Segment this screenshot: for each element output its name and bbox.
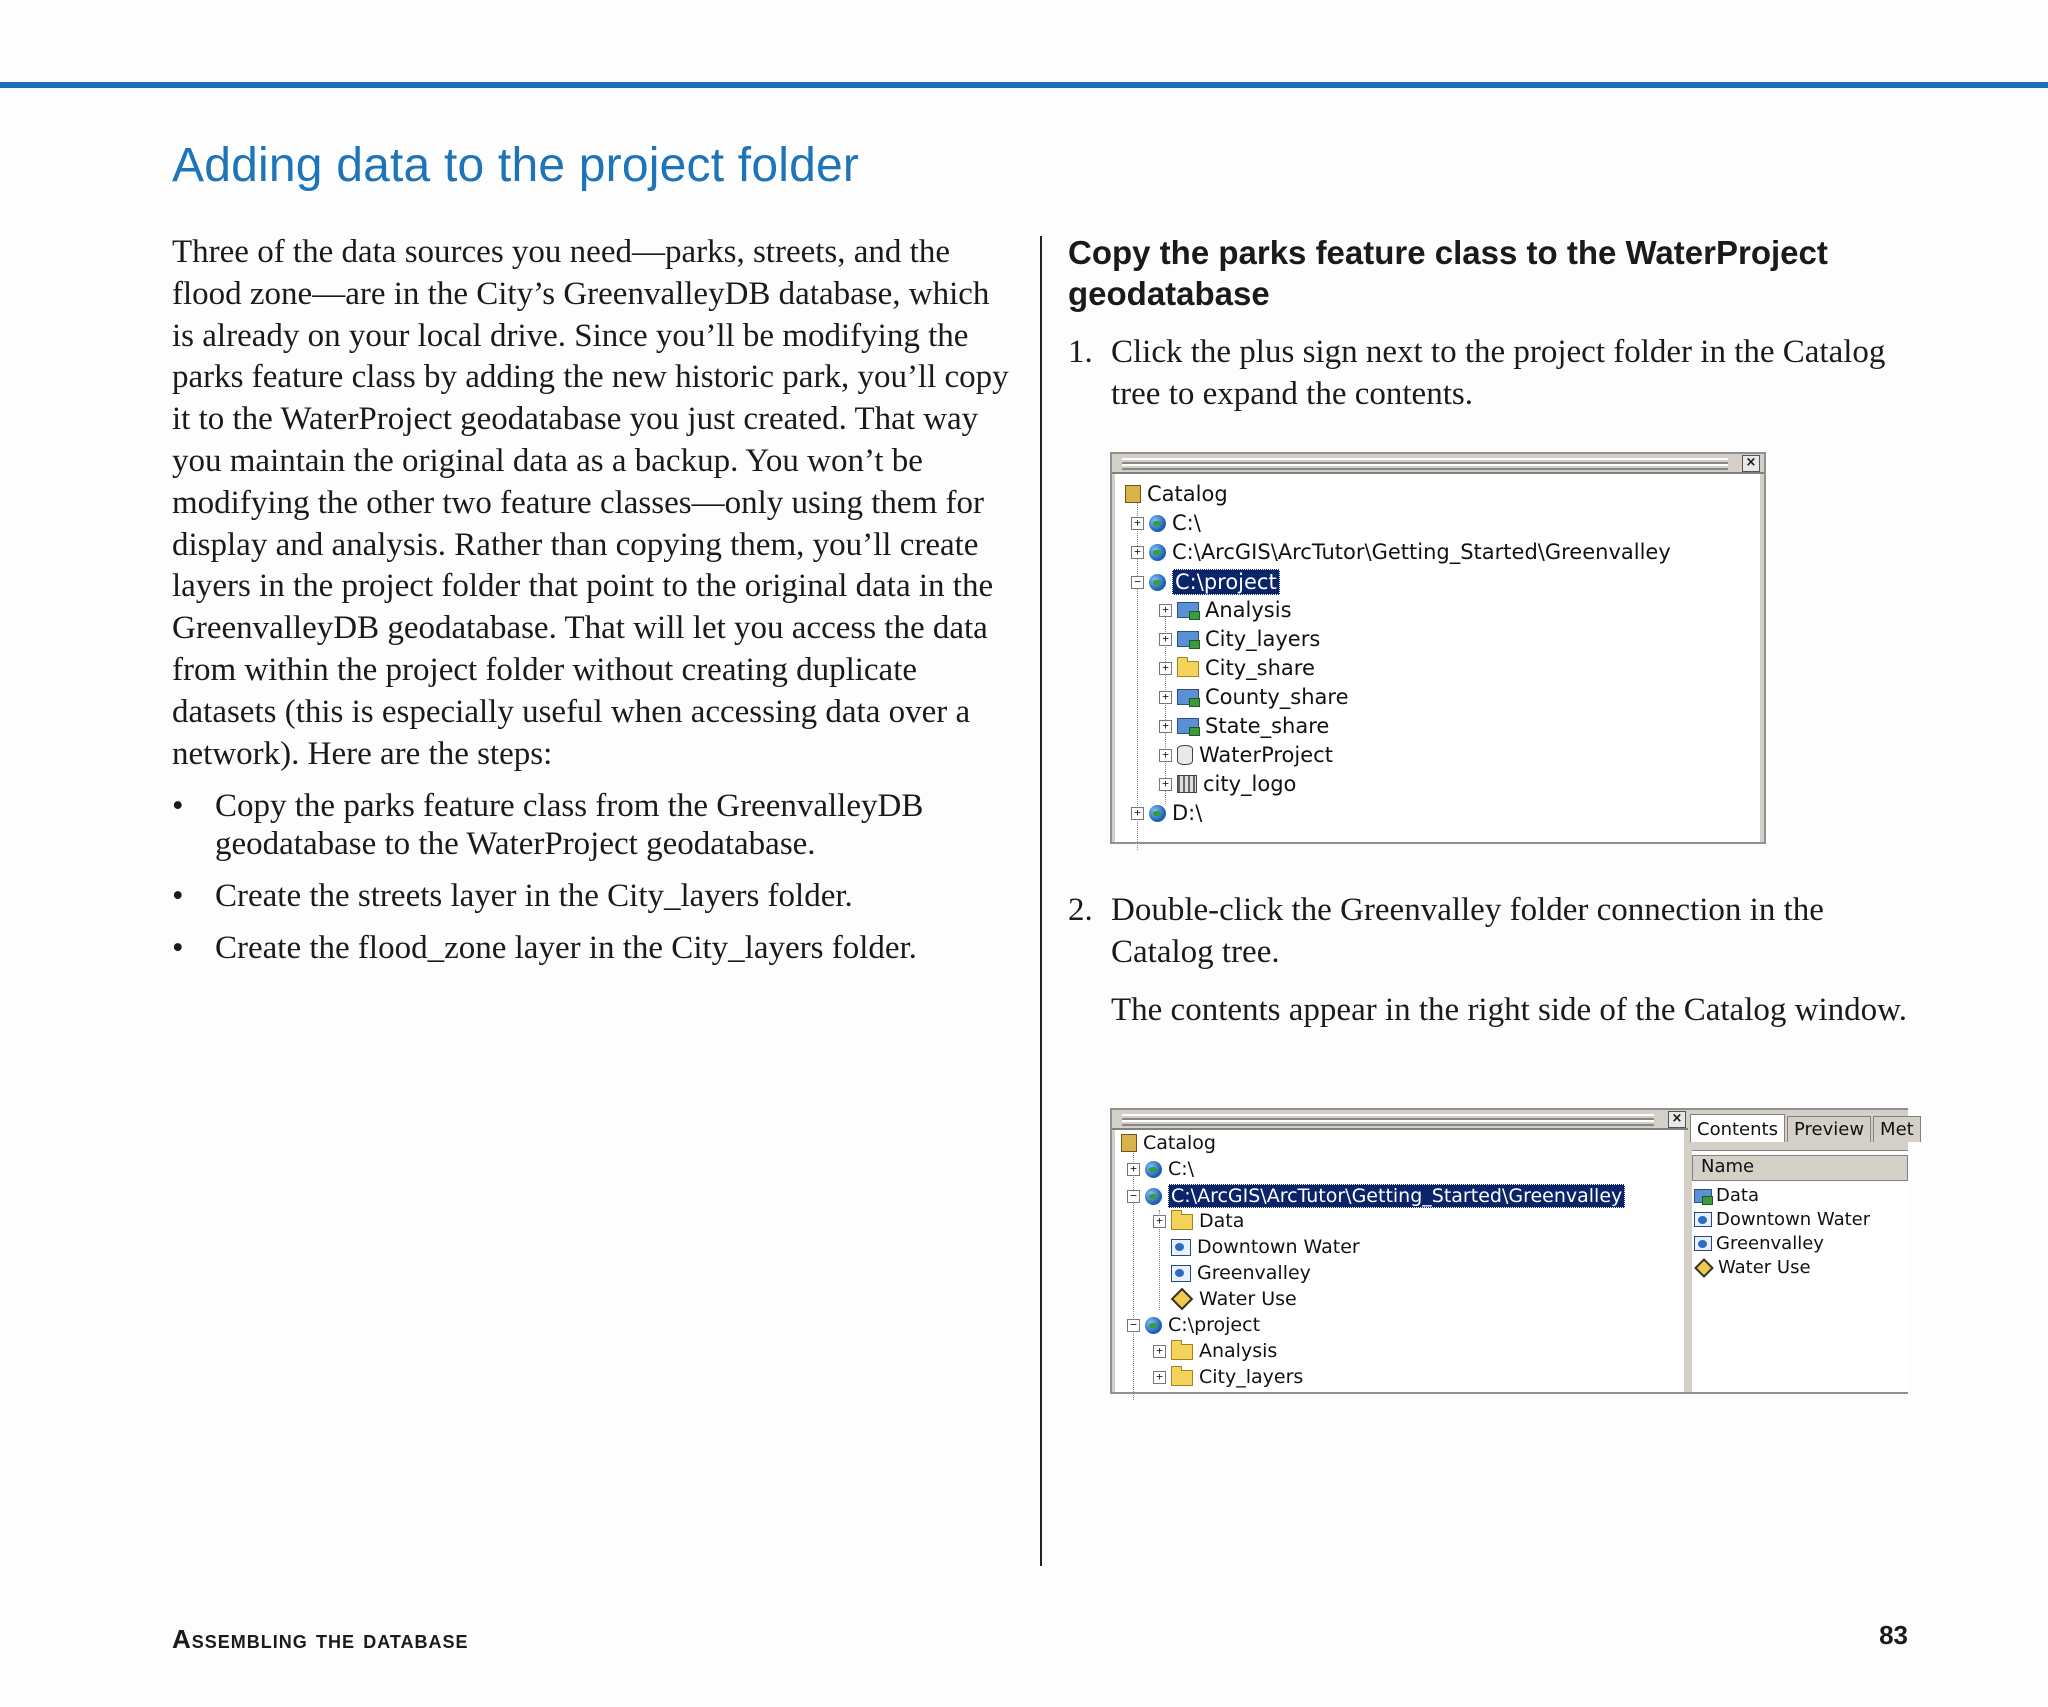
contents-pane — [1688, 1108, 1914, 1394]
tree-item-folder[interactable]: + City_layers — [1153, 1366, 1303, 1388]
map-document-icon — [1694, 1236, 1712, 1251]
list-item: • Copy the parks feature class from the GreenvalleyDB geodatabase to the WaterProject geodatabase. — [172, 788, 924, 863]
folder-connection-icon — [1145, 1161, 1162, 1178]
list-item[interactable]: Data — [1694, 1185, 1759, 1206]
folder-icon — [1171, 1214, 1193, 1230]
tree-item-layer-file[interactable]: Water Use — [1171, 1288, 1297, 1310]
expand-icon[interactable]: + — [1159, 749, 1172, 762]
expand-icon[interactable]: + — [1159, 778, 1172, 791]
catalog-icon — [1121, 1134, 1137, 1152]
tree-item-folder[interactable]: + City_share — [1159, 656, 1315, 680]
catalog-window-2 — [1110, 1108, 1692, 1394]
folder-connection-icon — [1149, 805, 1166, 822]
folder-connection-icon — [1149, 544, 1166, 561]
expand-icon[interactable]: + — [1131, 517, 1144, 530]
close-icon[interactable]: × — [1742, 455, 1760, 472]
step-2: 2. Double-click the Greenvalley folder connection in the Catalog tree. — [1068, 892, 1824, 970]
tree-item-folder-connection[interactable]: + C:\ArcGIS\ArcTutor\Getting_Started\Greenvalley — [1131, 540, 1671, 564]
layer-folder-icon — [1694, 1189, 1712, 1203]
layer-folder-icon — [1177, 689, 1199, 705]
tree-item-folder[interactable]: + Data — [1153, 1210, 1244, 1232]
expand-icon[interactable]: + — [1131, 546, 1144, 559]
tree-item-map-document[interactable]: Downtown Water — [1171, 1236, 1360, 1258]
expand-icon[interactable]: + — [1153, 1371, 1166, 1384]
window-titlebar[interactable] — [1112, 1110, 1690, 1130]
tab-preview[interactable]: Preview — [1787, 1116, 1871, 1142]
tree-item-project-selected[interactable]: − C:\project — [1131, 569, 1280, 595]
bullet-list — [172, 787, 1012, 967]
expand-icon[interactable]: + — [1159, 691, 1172, 704]
tree-item-catalog[interactable]: Catalog — [1121, 1132, 1216, 1154]
tree-item-drive[interactable]: + D:\ — [1131, 801, 1202, 825]
column-divider — [1040, 236, 1042, 1566]
tree-item-raster[interactable]: + city_logo — [1159, 772, 1296, 796]
tree-item-map-document[interactable]: Greenvalley — [1171, 1262, 1311, 1284]
catalog-window-1 — [1110, 452, 1766, 844]
folder-connection-icon — [1149, 574, 1166, 591]
tree-item-project[interactable]: − C:\project — [1127, 1314, 1260, 1336]
folder-connection-icon — [1145, 1317, 1162, 1334]
layer-folder-icon — [1177, 631, 1199, 647]
list-item[interactable]: Downtown Water — [1694, 1209, 1870, 1230]
left-column — [172, 232, 1012, 981]
expand-icon[interactable]: + — [1127, 1163, 1140, 1176]
folder-icon — [1171, 1370, 1193, 1386]
tab-strip — [1690, 1114, 1923, 1142]
tab-contents[interactable]: Contents — [1690, 1114, 1785, 1142]
layer-file-icon — [1171, 1288, 1194, 1311]
tree-item-catalog[interactable]: Catalog — [1125, 482, 1228, 506]
collapse-icon[interactable]: − — [1127, 1319, 1140, 1332]
right-column-lower — [1068, 890, 1908, 1031]
folder-icon — [1177, 661, 1199, 677]
folder-connection-icon — [1145, 1188, 1162, 1205]
tree-item-folder[interactable]: + City_layers — [1159, 627, 1320, 651]
list-item[interactable]: Greenvalley — [1694, 1233, 1824, 1254]
bullet-mark: • — [172, 930, 184, 967]
raster-icon — [1177, 775, 1197, 793]
right-column — [1068, 232, 1908, 416]
tree-item-geodatabase[interactable]: + WaterProject — [1159, 743, 1333, 767]
tab-metadata[interactable]: Met — [1873, 1116, 1921, 1142]
section-heading: Copy the parks feature class to the WaterProject geodatabase — [1068, 234, 1828, 312]
layer-folder-icon — [1177, 602, 1199, 618]
catalog-icon — [1125, 485, 1141, 503]
map-document-icon — [1694, 1212, 1712, 1227]
step-2-note: The contents appear in the right side of the Catalog window. — [1111, 991, 1908, 1028]
tree-item-folder-connection-selected[interactable]: − C:\ArcGIS\ArcTutor\Getting_Started\Greenvalley — [1127, 1184, 1625, 1208]
folder-icon — [1171, 1344, 1193, 1360]
tree-item-folder[interactable]: + Analysis — [1159, 598, 1292, 622]
geodatabase-icon — [1177, 745, 1193, 765]
bullet-mark: • — [172, 788, 184, 825]
bullet-mark: • — [172, 878, 184, 915]
collapse-icon[interactable]: − — [1127, 1190, 1140, 1203]
footer-section-title: Assembling the database — [172, 1624, 469, 1654]
map-document-icon — [1171, 1265, 1191, 1282]
expand-icon[interactable]: + — [1159, 662, 1172, 675]
step-1: 1. Click the plus sign next to the project folder in the Catalog tree to expand the contents. — [1068, 334, 1886, 412]
tree-item-folder[interactable]: + State_share — [1159, 714, 1329, 738]
list-item[interactable]: Water Use — [1694, 1257, 1811, 1278]
expand-icon[interactable]: + — [1159, 633, 1172, 646]
intro-paragraph: Three of the data sources you need—parks, streets, and the flood zone—are in the City’s GreenvalleyDB database, which is already on your local drive. Since you’ll be modifying the parks feature class by adding the new historic park, you’ll copy it to the WaterProject geodatabase you just created. That way you maintain the original data as a backup. You won’t be modifying the other two feature classes—only using them for display and analysis. Rather than copying them, you’ll create layers in the project folder that point to the original data in the GreenvalleyDB geodatabase. That will let you access the data from within the project folder without creating duplicate datasets (this is especially useful when accessing data over a network). Here are the steps: — [172, 234, 1009, 772]
layer-file-icon — [1694, 1258, 1714, 1278]
list-item: • Create the streets layer in the City_layers folder. — [172, 878, 853, 915]
header-rule — [0, 82, 2048, 88]
window-titlebar[interactable] — [1112, 454, 1764, 474]
expand-icon[interactable]: + — [1153, 1215, 1166, 1228]
expand-icon[interactable]: + — [1153, 1345, 1166, 1358]
expand-icon[interactable]: + — [1159, 604, 1172, 617]
tree-item-folder[interactable]: + County_share — [1159, 685, 1349, 709]
tree-item-drive[interactable]: + C:\ — [1131, 511, 1201, 535]
collapse-icon[interactable]: − — [1131, 576, 1144, 589]
page-number: 83 — [1879, 1620, 1908, 1650]
page-title: Adding data to the project folder — [172, 139, 860, 192]
column-header-name[interactable]: Name — [1692, 1155, 1908, 1181]
list-item: • Create the flood_zone layer in the City_layers folder. — [172, 930, 917, 967]
expand-icon[interactable]: + — [1131, 807, 1144, 820]
folder-connection-icon — [1149, 515, 1166, 532]
map-document-icon — [1171, 1239, 1191, 1256]
layer-folder-icon — [1177, 718, 1199, 734]
tree-item-drive[interactable]: + C:\ — [1127, 1158, 1194, 1180]
expand-icon[interactable]: + — [1159, 720, 1172, 733]
tree-item-folder[interactable]: + Analysis — [1153, 1340, 1277, 1362]
close-icon[interactable]: × — [1668, 1111, 1686, 1128]
